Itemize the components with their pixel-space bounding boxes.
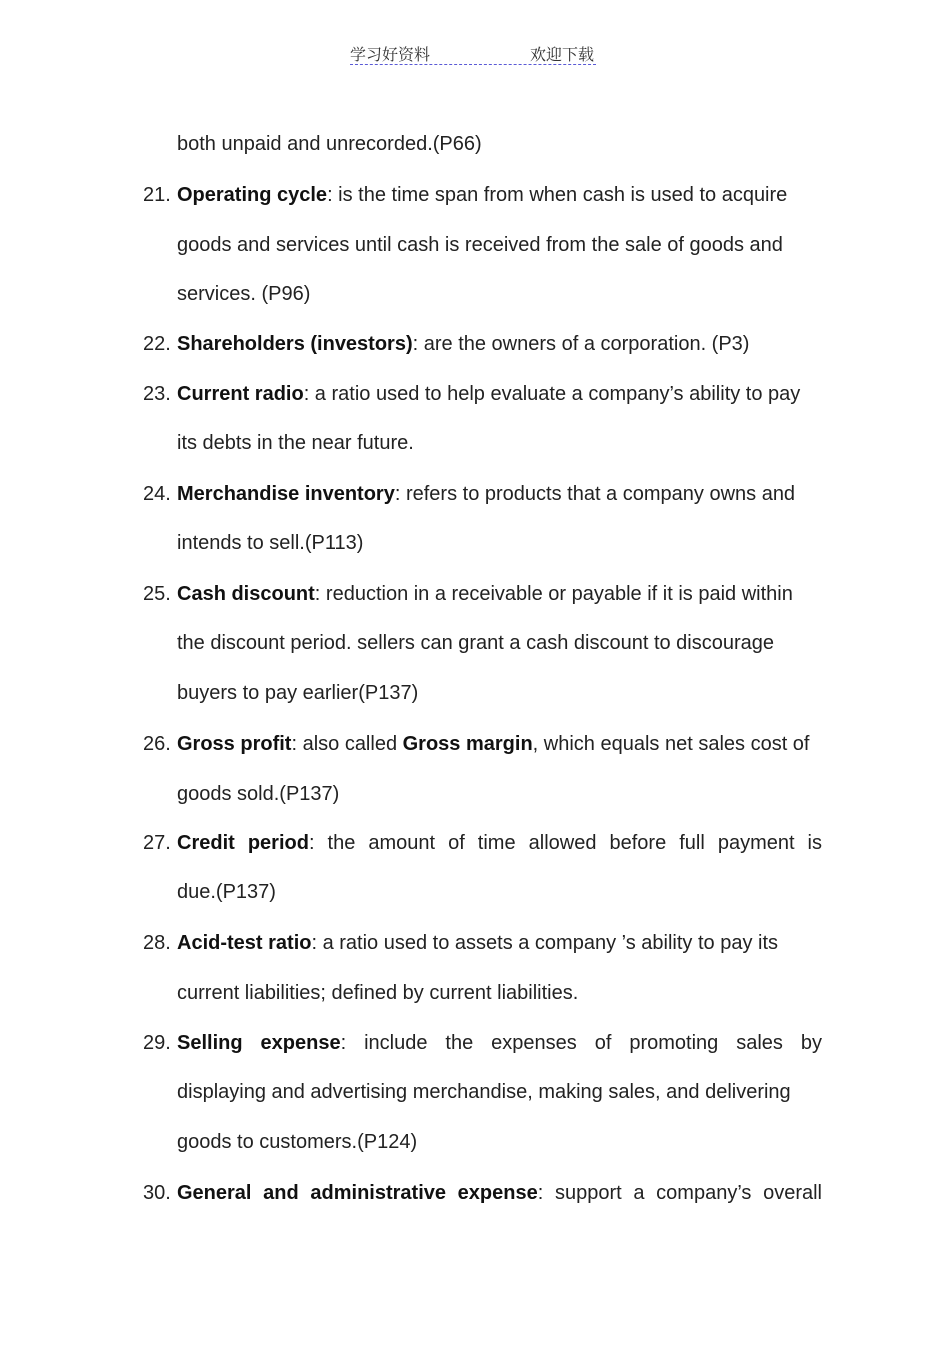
list-item <box>177 831 822 855</box>
term: Cash discount <box>177 583 315 605</box>
definition-line: goods sold.(P137) <box>177 783 340 805</box>
definition-line: due.(P137) <box>177 881 276 903</box>
item-number: 27. <box>143 832 171 854</box>
definition-text: : is the time span from when cash is used to acquire <box>327 184 788 206</box>
definition-line: its debts in the near future. <box>177 432 414 454</box>
definition-text: : the amount of time allowed before full payment is <box>308 832 823 854</box>
list-item <box>177 382 822 406</box>
term: Gross profit <box>177 733 292 755</box>
definition-line: intends to sell.(P113) <box>177 532 364 554</box>
list-item <box>177 582 822 606</box>
term: Selling expense <box>177 1032 341 1054</box>
term: General and administrative expense <box>177 1182 538 1204</box>
list-item <box>177 732 822 756</box>
list-item <box>177 482 822 506</box>
list-item <box>177 931 822 955</box>
term: Shareholders (investors) <box>177 333 413 355</box>
definition-text: , which equals net sales cost of <box>532 733 810 755</box>
item-number: 30. <box>143 1182 171 1204</box>
item-number: 28. <box>143 932 171 954</box>
definition-line: goods and services until cash is received from the sale of goods and <box>177 234 783 256</box>
definition-text: : are the owners of a corporation. (P3) <box>412 333 750 355</box>
definition-line: current liabilities; defined by current liabilities. <box>177 982 579 1004</box>
definition-text: : a ratio used to help evaluate a company’s ability to pay <box>303 383 801 405</box>
definition-text: : also called <box>291 733 403 755</box>
list-item <box>177 183 822 207</box>
continuation-line: both unpaid and unrecorded.(P66) <box>177 133 482 155</box>
item-number: 21. <box>143 184 171 206</box>
header-right-text: 欢迎下载 <box>529 45 594 64</box>
term-secondary: Gross margin <box>402 733 533 755</box>
term: Acid-test ratio <box>177 932 312 954</box>
item-number: 24. <box>143 483 171 505</box>
definition-line: displaying and advertising merchandise, making sales, and delivering <box>177 1081 791 1103</box>
item-number: 22. <box>143 333 171 355</box>
definition-text: : a ratio used to assets a company ’s ability to pay its <box>311 932 779 954</box>
definition-line: goods to customers.(P124) <box>177 1131 418 1153</box>
list-item <box>177 1031 822 1055</box>
page-header <box>350 40 596 65</box>
header-left-text: 学习好资料 <box>350 45 431 64</box>
item-number: 25. <box>143 583 171 605</box>
definition-text: : refers to products that a company owns and <box>394 483 796 505</box>
item-number: 26. <box>143 733 171 755</box>
definition-text: : support a company’s overall <box>537 1182 822 1204</box>
term: Current radio <box>177 383 304 405</box>
term: Merchandise inventory <box>177 483 395 505</box>
term: Credit period <box>177 832 309 854</box>
definition-text: : reduction in a receivable or payable if it is paid within <box>314 583 793 605</box>
list-item <box>177 332 822 356</box>
list-item <box>177 1181 822 1205</box>
term: Operating cycle <box>177 184 328 206</box>
definition-text: : include the expenses of promoting sales by <box>340 1032 823 1054</box>
definition-line: services. (P96) <box>177 283 311 305</box>
item-number: 23. <box>143 383 171 405</box>
definition-line: the discount period. sellers can grant a cash discount to discourage <box>177 632 775 654</box>
item-number: 29. <box>143 1032 171 1054</box>
definition-line: buyers to pay earlier(P137) <box>177 682 419 704</box>
